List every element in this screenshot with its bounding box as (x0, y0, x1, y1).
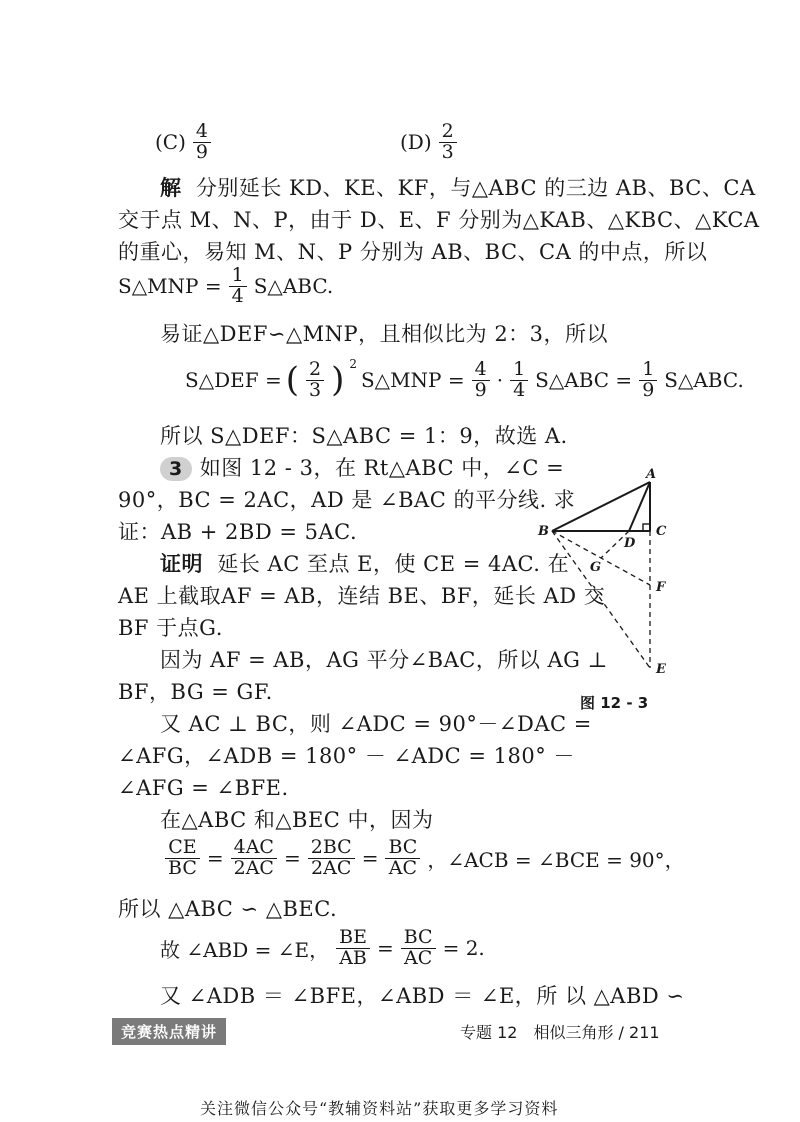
running-head: 专题 12 相似三角形 / 211 (460, 1023, 660, 1042)
section-label: 竞赛热点精讲 (112, 1018, 226, 1045)
option-d-label: (D) (400, 130, 432, 155)
fraction-numerator: 1 (510, 360, 528, 381)
eq2-c: S△ABC = (535, 368, 633, 393)
fraction-denominator: 3 (441, 140, 454, 163)
proof-line-6: 又 AC ⊥ BC，则 ∠ADC = 90°－∠DAC = (160, 712, 592, 736)
point-label-b: B (538, 524, 549, 539)
solution-line-1 (160, 172, 756, 204)
figure-caption: 图 12 - 3 (580, 694, 649, 712)
eq2-b: S△MNP = (360, 368, 465, 393)
point-label-g: G (590, 560, 602, 575)
segment-be (552, 531, 650, 668)
proof-line-7: ∠AFG，∠ADB = 180° － ∠ADC = 180° － (118, 744, 575, 768)
option-d (400, 122, 460, 163)
eq2-a: S△DEF = (185, 368, 282, 393)
problem-text-1: 如图 12 - 3，在 Rt△ABC 中，∠C = (199, 456, 565, 480)
equation-3 (162, 838, 685, 879)
fraction-numerator: 1 (229, 266, 247, 287)
eq2-fraction-2 (510, 360, 528, 401)
fraction-denominator: 2AC (233, 856, 274, 879)
proof-line-2: AE 上截取AF = AB，连结 BE、BF，延长 AD 交 (118, 584, 606, 608)
eq1-lhs: S△MNP = (118, 274, 222, 299)
fraction-denominator: 9 (474, 378, 487, 401)
solution-label: 解 (160, 175, 182, 200)
eq3-tail: ，∠ACB = ∠BCE = 90°， (427, 847, 685, 872)
fraction-denominator: 3 (308, 378, 322, 401)
fraction-numerator: CE (165, 838, 199, 859)
eq2-d: S△ABC. (664, 368, 744, 393)
equals-sign: = (376, 936, 394, 961)
solution-line-3: 的重心，易知 M、N、P 分别为 AB、BC、CA 的中点，所以 (118, 240, 708, 264)
eq4-a: 故 ∠ABD = ∠E， (160, 937, 330, 962)
problem-line-1 (160, 452, 564, 484)
solution-text-1: 分别延长 KD、KE、KF，与△ABC 的三边 AB、BC、CA (195, 176, 756, 200)
fraction-numerator: BC (385, 838, 420, 859)
equals-sign: = (206, 846, 224, 871)
fraction-numerator: 2 (306, 360, 324, 381)
fraction-denominator: BC (168, 856, 197, 879)
equation-4 (160, 928, 485, 969)
eq4-b: = 2. (442, 936, 485, 961)
problem-line-2: 90°，BC = 2AC，AD 是 ∠BAC 的平分线. 求 (118, 488, 576, 512)
proof-line-8: ∠AFG = ∠BFE. (118, 776, 289, 800)
eq2-paren-fraction (306, 360, 324, 401)
equation-2 (185, 357, 744, 401)
segment-ab (552, 482, 650, 531)
proof-label: 证明 (160, 551, 203, 576)
eq4-fraction-1 (336, 928, 370, 969)
fraction-denominator: 9 (642, 378, 655, 401)
right-paren: ) (331, 360, 345, 401)
eq4-fraction-2 (401, 928, 436, 969)
proof-line-9: 在△ABC 和△BEC 中，因为 (160, 808, 434, 832)
fraction-numerator: 1 (639, 360, 657, 381)
option-c-label: (C) (155, 130, 186, 155)
problem-line-3: 证：AB + 2BD = 5AC. (118, 520, 358, 544)
proof-line-10: 所以 △ABC ∽ △BEC. (118, 897, 338, 921)
eq3-fraction-4 (385, 838, 420, 879)
left-paren: ( (285, 360, 299, 401)
proof-text-1: 延长 AC 至点 E，使 CE = 4AC. 在 (217, 552, 570, 576)
footer-note: 关注微信公众号“教辅资料站”获取更多学习资料 (200, 1099, 559, 1118)
point-label-d: D (624, 536, 636, 551)
fraction-numerator: 4 (472, 360, 490, 381)
fraction-denominator: 9 (195, 140, 209, 163)
eq3-fraction-2 (231, 838, 277, 879)
eq1-rhs: S△ABC. (253, 274, 334, 299)
geometry-figure (530, 465, 680, 690)
fraction-denominator: 4 (231, 284, 244, 307)
fraction-numerator: 2BC (308, 838, 355, 859)
point-label-e: E (656, 662, 666, 677)
right-angle-mark (643, 524, 650, 531)
eq2-dot: · (496, 368, 504, 393)
proof-line-4: 因为 AF = AB，AG 平分∠BAC，所以 AG ⊥ (160, 648, 608, 672)
option-c-fraction (193, 122, 211, 163)
fraction-denominator: 4 (513, 378, 526, 401)
point-label-f: F (656, 580, 666, 595)
problem-number-badge: 3 (160, 457, 192, 481)
equation-1 (118, 266, 333, 307)
eq2-fraction-3 (639, 360, 657, 401)
proof-line-1 (160, 548, 569, 580)
solution-line-2: 交于点 M、N、P，由于 D、E、F 分别为△KAB、△KBC、△KCA (118, 208, 760, 232)
eq2-fraction-1 (472, 360, 490, 401)
solution-line-4: 易证△DEF∽△MNP，且相似比为 2：3，所以 (160, 322, 609, 346)
option-c (155, 122, 214, 163)
eq3-fraction-3 (308, 838, 355, 879)
proof-line-11: 又 ∠ADB ＝ ∠BFE，∠ABD ＝ ∠E，所 以 △ABD ∽ (160, 984, 685, 1008)
fraction-numerator: 4 (193, 122, 211, 143)
fraction-denominator: 2AC (311, 856, 352, 879)
eq2-exponent: 2 (349, 357, 357, 372)
fraction-numerator: 2 (439, 122, 457, 143)
proof-line-3: BF 于点G. (118, 616, 223, 640)
fraction-denominator: AB (339, 946, 367, 969)
point-label-a: A (646, 467, 657, 482)
eq3-fraction-1 (165, 838, 200, 879)
fraction-numerator: BC (401, 928, 436, 949)
fraction-numerator: BE (336, 928, 370, 949)
option-d-fraction (439, 122, 457, 163)
proof-line-5: BF，BG = GF. (118, 680, 273, 704)
equals-sign: = (283, 846, 301, 871)
eq1-fraction (229, 266, 247, 307)
equals-sign: = (361, 846, 379, 871)
point-label-c: C (656, 524, 667, 539)
fraction-denominator: AC (388, 856, 418, 879)
fraction-denominator: AC (404, 946, 433, 969)
fraction-numerator: 4AC (231, 838, 277, 859)
solution-line-5: 所以 S△DEF：S△ABC = 1：9，故选 A. (160, 424, 568, 448)
